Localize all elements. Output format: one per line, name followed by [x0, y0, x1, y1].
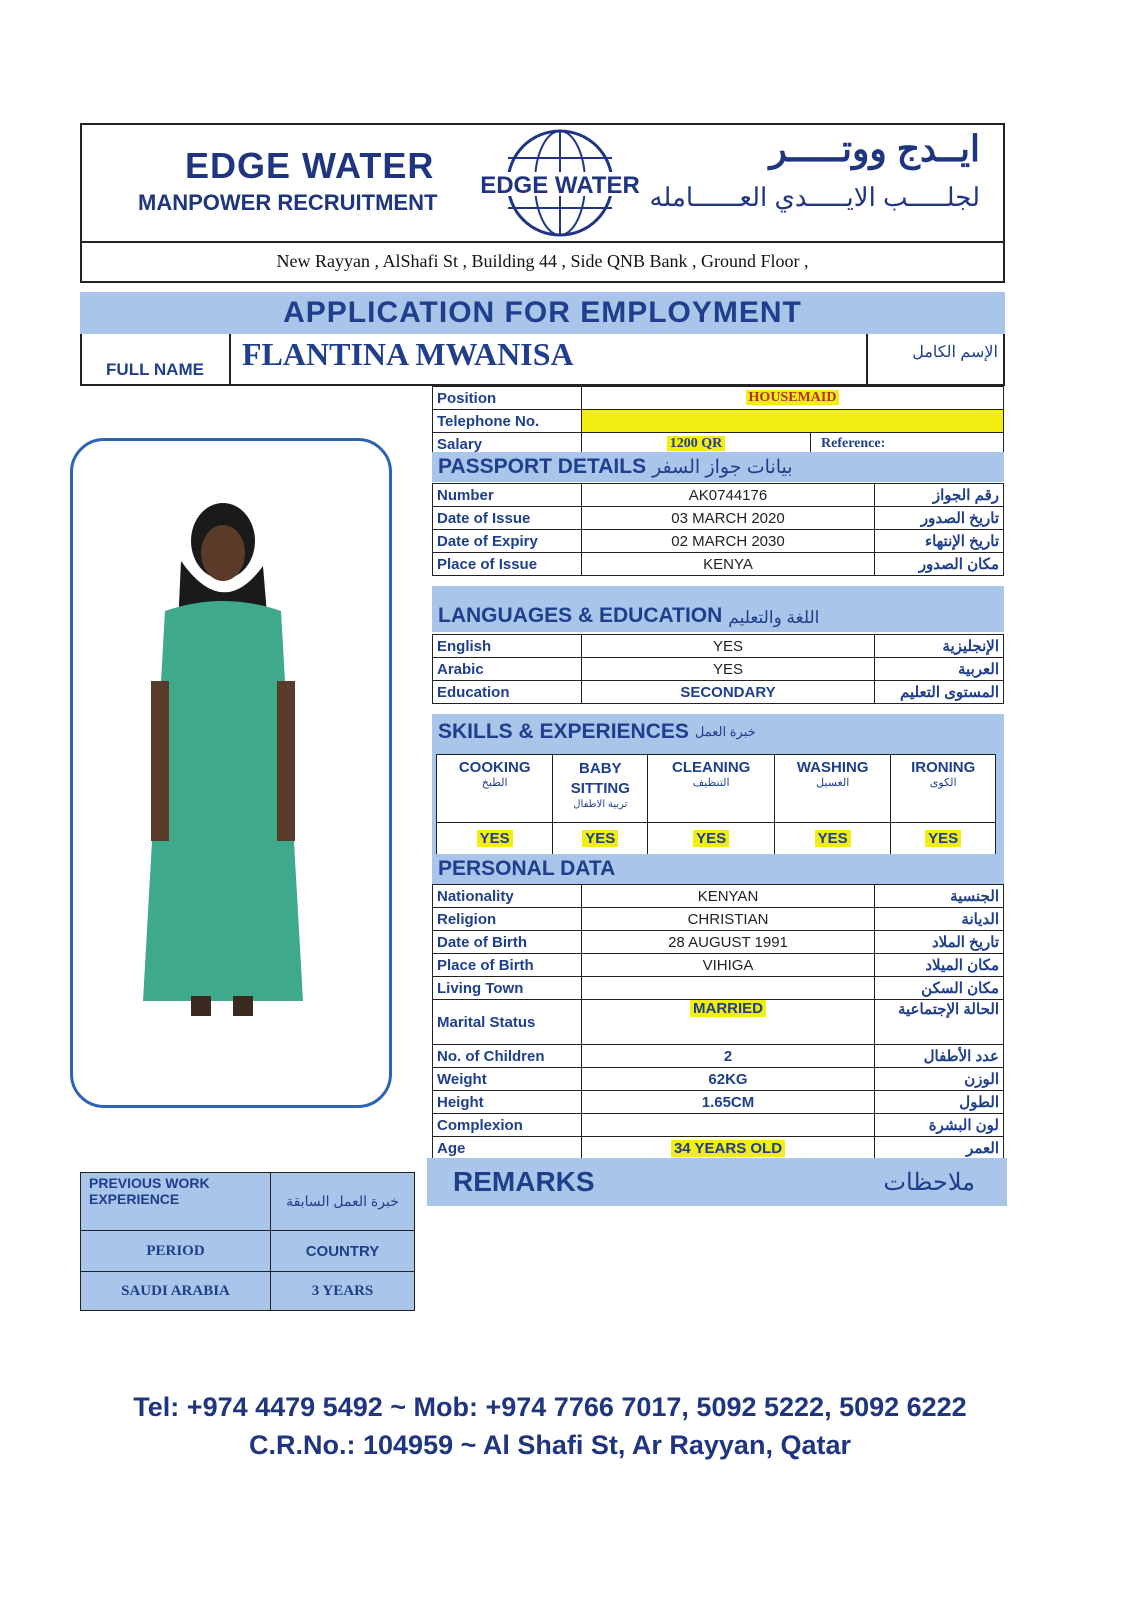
company-subtitle: MANPOWER RECRUITMENT — [138, 190, 438, 215]
complexion-value — [582, 1114, 875, 1137]
passport-band — [432, 452, 1004, 482]
applicant-photo — [73, 441, 389, 1105]
religion-value: CHRISTIAN — [582, 908, 875, 931]
expiry-date-ar: تاريخ الإنتهاء — [875, 530, 1004, 553]
children-label: No. of Children — [433, 1045, 582, 1068]
skill-name-ar: الكوى — [929, 777, 957, 789]
position-value: HOUSEMAID — [746, 390, 840, 405]
skill-value: YES — [815, 830, 851, 847]
language-row — [433, 635, 1004, 658]
passport-number-label: Number — [433, 484, 582, 507]
arabic-company-name: ايــدج ووتـــــر — [769, 128, 980, 169]
remarks-label-ar: ملاحظات — [883, 1168, 975, 1196]
complexion-label: Complexion — [433, 1114, 582, 1137]
position-row — [433, 387, 1004, 410]
skills-table — [436, 754, 996, 856]
full-name-value: FLANTINA MWANISA — [242, 336, 574, 372]
previous-work-country: SAUDI ARABIA — [81, 1272, 271, 1311]
personal-row — [433, 1114, 1004, 1137]
full-name-divider-left — [229, 334, 231, 386]
marital-status-value: MARRIED — [690, 1000, 766, 1017]
children-ar: عدد الأطفال — [875, 1045, 1004, 1068]
logo-text: EDGE WATER — [480, 172, 640, 199]
footer-address: C.R.No.: 104959 ~ Al Shafi St, Ar Rayyan, Qatar — [249, 1430, 851, 1460]
complexion-ar: لون البشرة — [875, 1114, 1004, 1137]
country-header: COUNTRY — [271, 1231, 415, 1272]
language-row — [433, 681, 1004, 704]
skills-names-row — [437, 755, 996, 823]
skill-name-ar: الطبخ — [481, 777, 508, 789]
period-header: PERIOD — [81, 1231, 271, 1272]
skills-band — [432, 714, 1004, 750]
birth-place-value: VIHIGA — [582, 954, 875, 977]
place-of-issue-label: Place of Issue — [433, 553, 582, 576]
skill-cooking — [437, 755, 553, 823]
birth-place-ar: مكان الميلاد — [875, 954, 1004, 977]
skill-value: YES — [582, 830, 618, 847]
salary-label: Salary — [433, 433, 582, 456]
age-ar: العمر — [875, 1137, 1004, 1160]
personal-row — [433, 954, 1004, 977]
age-value: 34 YEARS OLD — [671, 1140, 785, 1157]
full-name-divider-right — [866, 334, 868, 386]
arabic-label: Arabic — [433, 658, 582, 681]
passport-heading: PASSPORT DETAILS — [438, 455, 647, 478]
languages-table — [432, 634, 1004, 704]
arabic-company-subtitle: لجلـــــب الايـــــدي العــــــامله — [649, 182, 980, 212]
personal-row — [433, 885, 1004, 908]
place-of-issue-value: KENYA — [582, 553, 875, 576]
salary-value: 1200 QR — [667, 436, 726, 451]
nationality-value: KENYAN — [582, 885, 875, 908]
passport-number-value: AK0744176 — [582, 484, 875, 507]
personal-row — [433, 1045, 1004, 1068]
skill-name-ar: التنظيف — [692, 777, 730, 789]
address-text: New Rayyan , AlShafi St , Building 44 , Side QNB Bank , Ground Floor , — [276, 250, 809, 271]
arabic-value: YES — [582, 658, 875, 681]
skill-value-cell — [891, 823, 996, 856]
expiry-date-label: Date of Expiry — [433, 530, 582, 553]
issue-date-value: 03 MARCH 2020 — [582, 507, 875, 530]
place-of-issue-ar: مكان الصدور — [875, 553, 1004, 576]
issue-date-ar: تاريخ الصدور — [875, 507, 1004, 530]
language-row — [433, 658, 1004, 681]
issue-date-label: Date of Issue — [433, 507, 582, 530]
personal-row — [433, 1091, 1004, 1114]
skill-name-ar: الغسيل — [816, 777, 850, 789]
full-name-label: FULL NAME — [106, 360, 204, 379]
skill-name: IRONING — [911, 759, 976, 776]
skills-heading-ar: خبرة العمل — [694, 724, 756, 739]
remarks-label: REMARKS — [453, 1166, 595, 1197]
marital-status-ar: الحالة الإجتماعية — [875, 1000, 1004, 1045]
reference-label: Reference: — [811, 433, 1004, 456]
marital-status-cell — [582, 1000, 875, 1045]
personal-table — [432, 884, 1004, 1160]
religion-ar: الديانة — [875, 908, 1004, 931]
english-ar: الإنجليزية — [875, 635, 1004, 658]
remarks-band — [427, 1158, 1007, 1206]
weight-label: Weight — [433, 1068, 582, 1091]
skill-value-cell — [437, 823, 553, 856]
arabic-ar: العربية — [875, 658, 1004, 681]
title-band — [80, 292, 1005, 334]
languages-heading: LANGUAGES & EDUCATION — [438, 604, 723, 627]
full-name-label-ar: الإسم الكامل — [912, 344, 998, 361]
height-label: Height — [433, 1091, 582, 1114]
passport-number-ar: رقم الجواز — [875, 484, 1004, 507]
education-value: SECONDARY — [582, 681, 875, 704]
previous-work-table — [80, 1172, 415, 1311]
passport-row — [433, 530, 1004, 553]
job-table — [432, 386, 1004, 456]
previous-work-columns — [81, 1231, 415, 1272]
telephone-value — [582, 410, 1004, 433]
weight-value: 62KG — [582, 1068, 875, 1091]
personal-row — [433, 908, 1004, 931]
height-ar: الطول — [875, 1091, 1004, 1114]
previous-work-header — [81, 1173, 415, 1231]
skill-name: CLEANING — [671, 759, 751, 776]
skill-value: YES — [477, 830, 513, 847]
living-town-ar: مكان السكن — [875, 977, 1004, 1000]
company-name: EDGE WATER — [185, 145, 435, 186]
personal-row — [433, 931, 1004, 954]
passport-heading-ar: بيانات جواز السفر — [652, 456, 793, 478]
telephone-row — [433, 410, 1004, 433]
previous-work-row — [81, 1272, 415, 1311]
address-row — [80, 241, 1005, 283]
skill-name-ar: تربية الاطفال — [573, 799, 628, 810]
skills-values-row — [437, 823, 996, 856]
birth-date-label: Date of Birth — [433, 931, 582, 954]
living-town-label: Living Town — [433, 977, 582, 1000]
personal-heading: PERSONAL DATA — [438, 857, 616, 880]
skill-name: WASHING — [796, 759, 869, 776]
skill-value-cell — [775, 823, 891, 856]
height-value: 1.65CM — [582, 1091, 875, 1114]
personal-row — [433, 1000, 1004, 1045]
nationality-ar: الجنسية — [875, 885, 1004, 908]
passport-row — [433, 553, 1004, 576]
skill-value: YES — [693, 830, 729, 847]
birth-date-ar: تاريخ الملاد — [875, 931, 1004, 954]
telephone-label: Telephone No. — [433, 410, 582, 433]
languages-band — [432, 586, 1004, 632]
english-value: YES — [582, 635, 875, 658]
personal-band — [432, 854, 1004, 884]
living-town-value — [582, 977, 875, 1000]
passport-row — [433, 484, 1004, 507]
religion-label: Religion — [433, 908, 582, 931]
nationality-label: Nationality — [433, 885, 582, 908]
age-label: Age — [433, 1137, 582, 1160]
skill-baby-sitting — [553, 755, 648, 823]
position-label: Position — [433, 387, 582, 410]
personal-row — [433, 977, 1004, 1000]
skill-name: BABY SITTING — [570, 760, 630, 797]
skill-value: YES — [925, 830, 961, 847]
previous-work-heading: PREVIOUS WORK EXPERIENCE — [81, 1173, 271, 1231]
previous-work-duration: 3 YEARS — [271, 1272, 415, 1311]
skill-ironing — [891, 755, 996, 823]
languages-heading-ar: اللغة والتعليم — [728, 608, 820, 627]
personal-row — [433, 1068, 1004, 1091]
skills-heading: SKILLS & EXPERIENCES — [438, 720, 689, 743]
page-title: APPLICATION FOR EMPLOYMENT — [283, 296, 802, 329]
expiry-date-value: 02 MARCH 2030 — [582, 530, 875, 553]
children-value: 2 — [582, 1045, 875, 1068]
skill-washing — [775, 755, 891, 823]
skill-name: COOKING — [458, 759, 531, 776]
education-ar: المستوى التعليم — [875, 681, 1004, 704]
marital-status-label: Marital Status — [433, 1000, 582, 1045]
english-label: English — [433, 635, 582, 658]
skill-cleaning — [648, 755, 775, 823]
position-cell — [582, 387, 1004, 410]
footer-phone: Tel: +974 4479 5492 ~ Mob: +974 7766 7017, 5092 5222, 5092 6222 — [133, 1392, 967, 1422]
skill-value-cell — [648, 823, 775, 856]
skill-value-cell — [553, 823, 648, 856]
passport-table — [432, 483, 1004, 576]
education-label: Education — [433, 681, 582, 704]
personal-row — [433, 1137, 1004, 1160]
age-cell — [582, 1137, 875, 1160]
photo-frame — [70, 438, 392, 1108]
passport-row — [433, 507, 1004, 530]
weight-ar: الوزن — [875, 1068, 1004, 1091]
previous-work-heading-ar: خبرة العمل السابقة — [271, 1173, 415, 1231]
birth-date-value: 28 AUGUST 1991 — [582, 931, 875, 954]
birth-place-label: Place of Birth — [433, 954, 582, 977]
